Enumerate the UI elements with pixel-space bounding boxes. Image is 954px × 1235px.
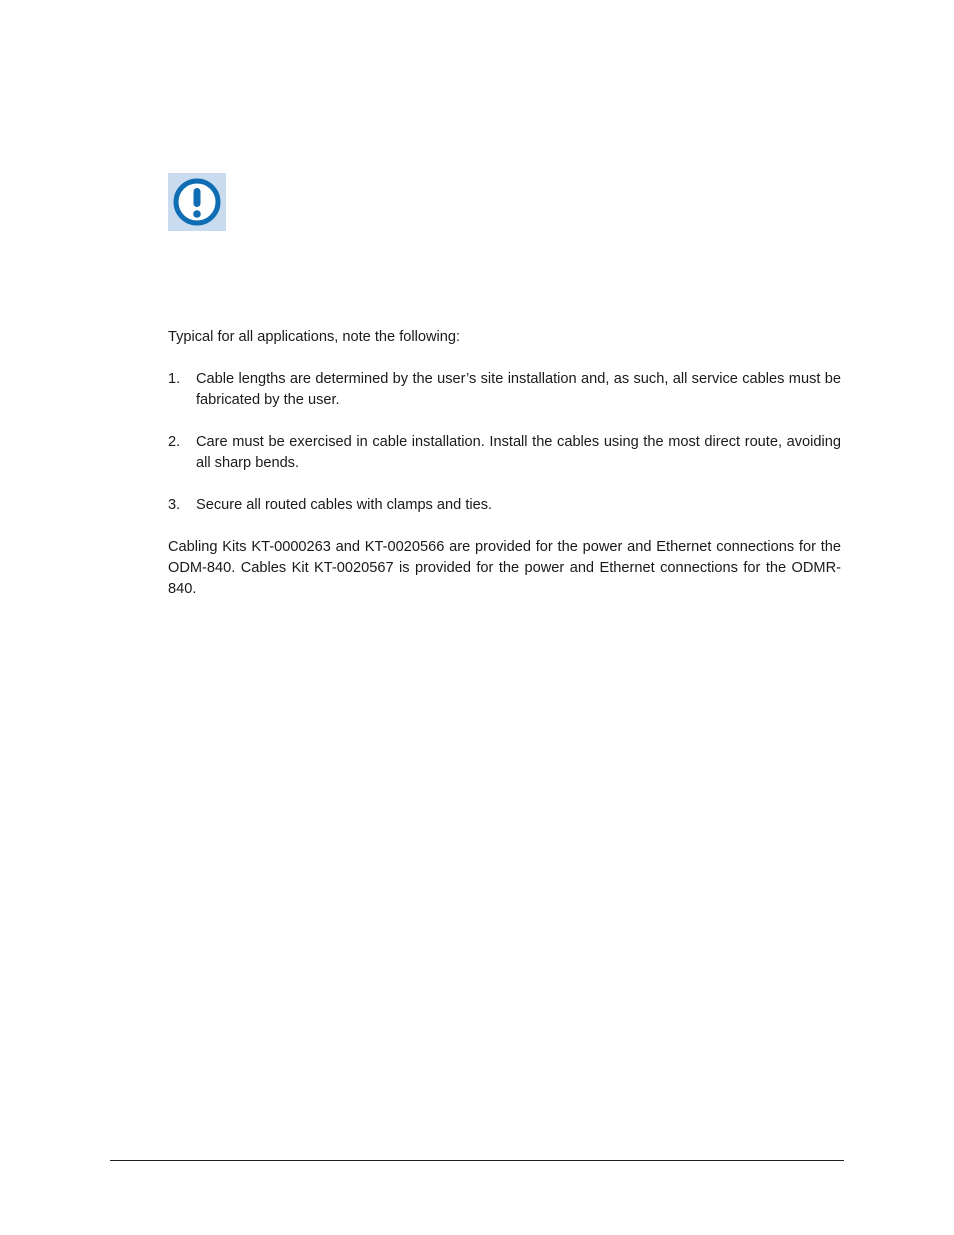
intro-paragraph: Typical for all applications, note the following: bbox=[168, 329, 461, 345]
list-text: Cable lengths are determined by the user’s site installation and, as such, all service cables must be fabricated by the user. bbox=[196, 371, 841, 408]
cable-notes-list bbox=[168, 369, 841, 516]
list-item bbox=[168, 369, 841, 411]
list-text: Care must be exercised in cable installation. Install the cables using the most direct route, avoiding all sharp bends. bbox=[196, 434, 841, 471]
footer-divider bbox=[110, 1160, 844, 1161]
list-item bbox=[168, 432, 841, 474]
document-body bbox=[168, 327, 841, 600]
list-number: 3. bbox=[168, 497, 181, 513]
list-text: Secure all routed cables with clamps and ties. bbox=[196, 497, 493, 513]
list-number: 2. bbox=[168, 434, 181, 450]
cabling-kits-paragraph: Cabling Kits KT-0000263 and KT-0020566 are provided for the power and Ethernet connections for the ODM-840. Cables Kit KT-0020567 is provided for the power and Ethernet connections for the ODMR-840. bbox=[168, 539, 841, 597]
important-notice-icon bbox=[168, 173, 226, 231]
list-number: 1. bbox=[168, 371, 181, 387]
exclamation-circle-icon bbox=[168, 173, 226, 231]
list-item bbox=[168, 495, 841, 516]
